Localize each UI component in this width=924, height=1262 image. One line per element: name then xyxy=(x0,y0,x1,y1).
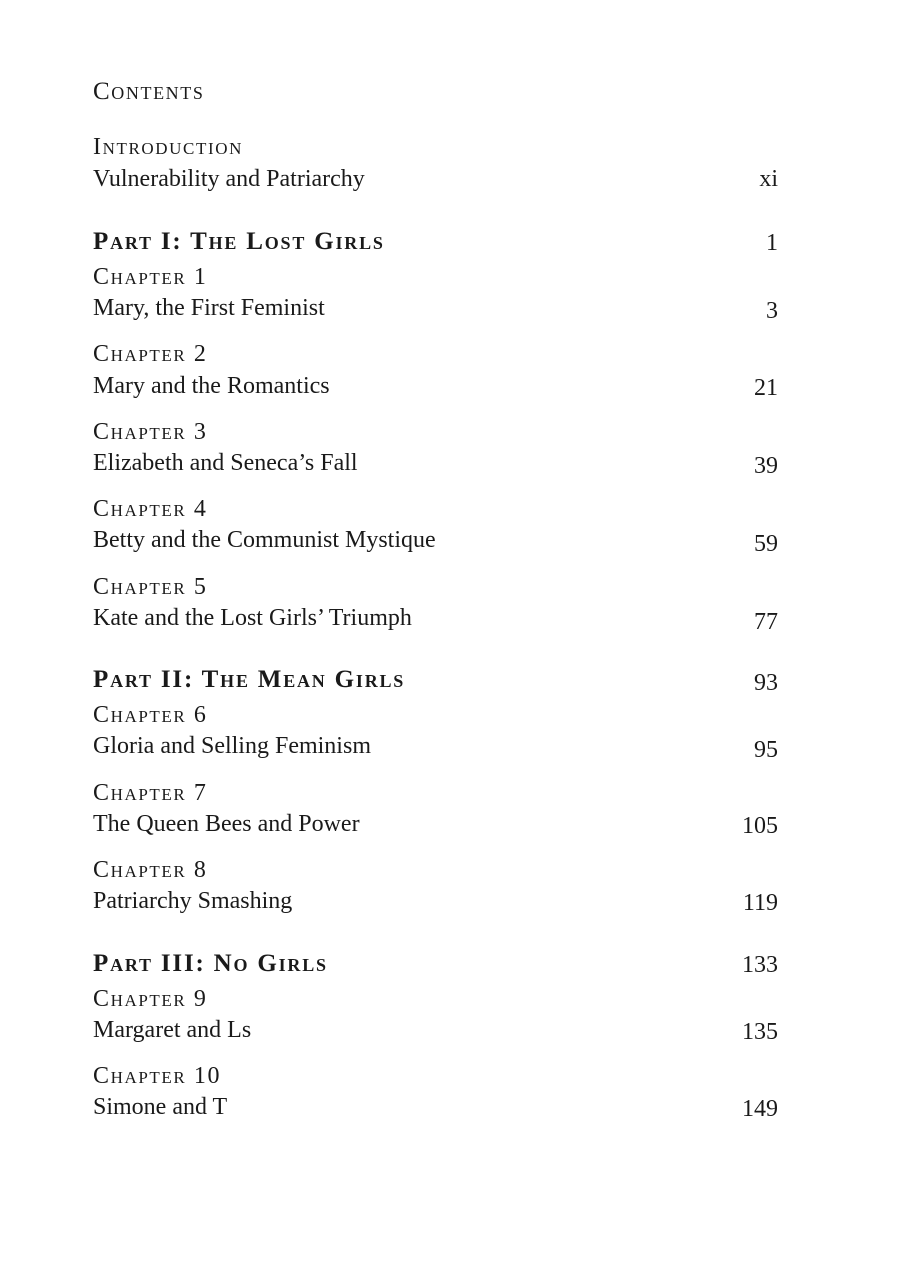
introduction-title: Vulnerability and Patriarchy xyxy=(93,166,365,192)
chapter-8-label: Chapter 8 xyxy=(93,857,208,883)
part-2-page-number: 93 xyxy=(754,670,778,696)
chapter-5-label: Chapter 5 xyxy=(93,574,208,600)
contents-heading: Contents xyxy=(93,78,205,105)
chapter-5-title: Kate and the Lost Girls’ Triumph xyxy=(93,605,412,631)
chapter-1-label: Chapter 1 xyxy=(93,264,208,290)
chapter-5-page-number: 77 xyxy=(754,609,778,635)
chapter-7-label: Chapter 7 xyxy=(93,780,208,806)
chapter-2-label: Chapter 2 xyxy=(93,341,208,367)
chapter-7-title: The Queen Bees and Power xyxy=(93,811,360,837)
chapter-6-page-number: 95 xyxy=(754,737,778,763)
chapter-9-page-number: 135 xyxy=(742,1019,778,1045)
introduction-label: Introduction xyxy=(93,134,243,160)
chapter-6-label: Chapter 6 xyxy=(93,702,208,728)
chapter-3-title: Elizabeth and Seneca’s Fall xyxy=(93,450,358,476)
chapter-1-page-number: 3 xyxy=(766,298,778,324)
chapter-4-title: Betty and the Communist Mystique xyxy=(93,527,436,553)
part-3-title: Part III: No Girls xyxy=(93,950,328,977)
chapter-10-title: Simone and T xyxy=(93,1094,228,1120)
part-3-page-number: 133 xyxy=(742,952,778,978)
chapter-9-title: Margaret and Ls xyxy=(93,1017,252,1043)
chapter-4-label: Chapter 4 xyxy=(93,496,208,522)
chapter-4-page-number: 59 xyxy=(754,531,778,557)
chapter-1-title: Mary, the First Feminist xyxy=(93,295,325,321)
chapter-9-label: Chapter 9 xyxy=(93,986,208,1012)
chapter-2-title: Mary and the Romantics xyxy=(93,373,330,399)
chapter-7-page-number: 105 xyxy=(742,813,778,839)
chapter-8-title: Patriarchy Smashing xyxy=(93,888,293,914)
chapter-10-page-number: 149 xyxy=(742,1096,778,1122)
part-2-title: Part II: The Mean Girls xyxy=(93,666,406,693)
part-1-title: Part I: The Lost Girls xyxy=(93,228,385,255)
part-1-page-number: 1 xyxy=(766,230,778,256)
chapter-2-page-number: 21 xyxy=(754,375,778,401)
chapter-6-title: Gloria and Selling Feminism xyxy=(93,733,371,759)
introduction-page-number: xi xyxy=(759,166,778,192)
chapter-10-label: Chapter 10 xyxy=(93,1063,222,1089)
chapter-3-page-number: 39 xyxy=(754,453,778,479)
chapter-8-page-number: 119 xyxy=(742,890,778,916)
chapter-3-label: Chapter 3 xyxy=(93,419,208,445)
